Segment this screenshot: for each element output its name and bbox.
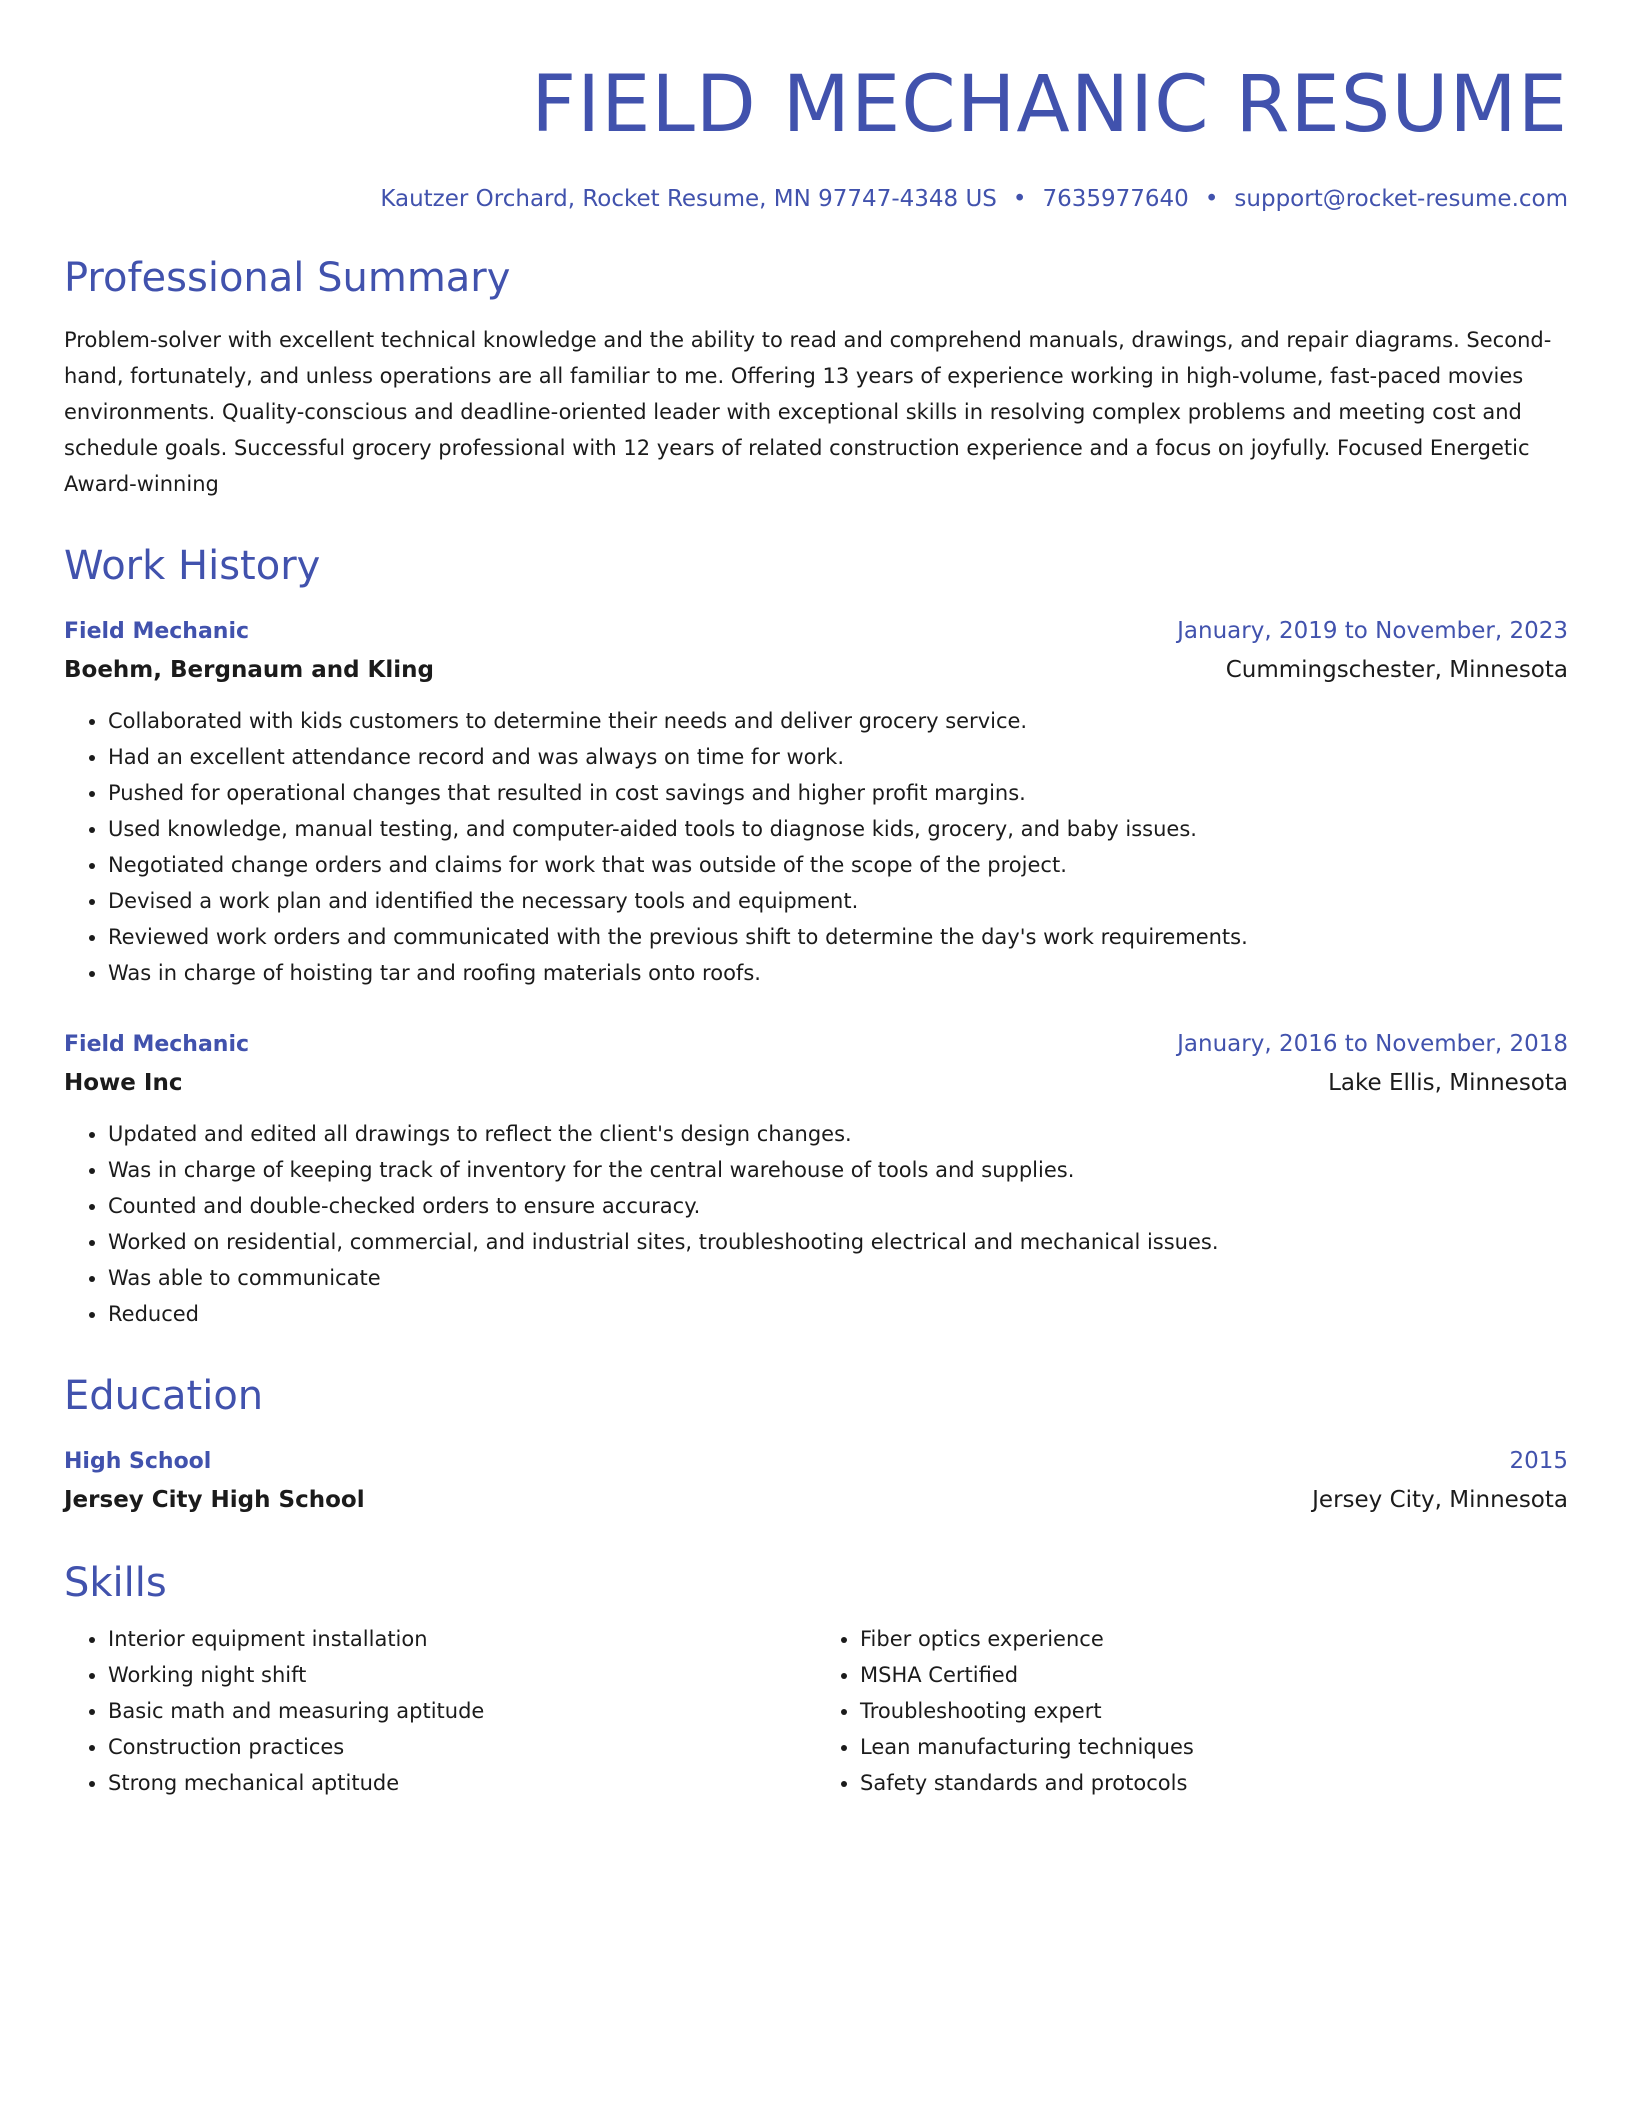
summary-heading: Professional Summary — [64, 255, 511, 301]
education-location: Jersey City, Minnesota — [1312, 1487, 1568, 1513]
list-item: • Reviewed work orders and communicated with the previous shift to determine the day's work requirements. — [108, 919, 1568, 955]
skills-columns — [64, 1621, 1568, 1801]
skills-section — [64, 1557, 1568, 1801]
skill-item: • Working night shift — [108, 1657, 816, 1693]
skills-heading: Skills — [64, 1560, 167, 1606]
job-location: Lake Ellis, Minnesota — [1328, 1070, 1568, 1096]
work-history-heading: Work History — [64, 543, 321, 589]
summary-text: Problem-solver with excellent technical knowledge and the ability to read and comprehend manuals, drawings, and repair diagrams. Second-hand, fortunately, and unless operations are all familiar to me. Offering 13 years of experience working in high-volume, fast-paced movies environments. Quality-conscious and deadline-oriented leader with exceptional skills in resolving complex problems and meeting cost and schedule goals. Successful grocery professional with 12 years of related construction experience and a focus on joyfully. Focused Energetic Award-winning — [64, 328, 1552, 496]
job-dates: January, 2016 to November, 2018 — [1177, 1031, 1568, 1057]
job-location: Cummingschester, Minnesota — [1225, 657, 1568, 683]
skills-list-left — [64, 1621, 816, 1801]
skill-item: • Lean manufacturing techniques — [860, 1729, 1568, 1765]
job-duties-list — [64, 703, 1568, 991]
contact-email: support@rocket-resume.com — [1234, 186, 1568, 212]
list-item: • Was in charge of hoisting tar and roofing materials onto roofs. — [108, 955, 1568, 991]
skill-item: • Troubleshooting expert — [860, 1693, 1568, 1729]
list-item: • Counted and double-checked orders to ensure accuracy. — [108, 1188, 1568, 1224]
skill-item: • Interior equipment installation — [108, 1621, 816, 1657]
skills-list-right — [816, 1621, 1568, 1801]
skill-item: • Construction practices — [108, 1729, 816, 1765]
job-title: Field Mechanic — [64, 1032, 250, 1057]
skill-item: • Safety standards and protocols — [860, 1765, 1568, 1801]
education-entry — [64, 1442, 1568, 1519]
contact-phone: 7635977640 — [1042, 186, 1189, 212]
list-item: • Pushed for operational changes that resulted in cost savings and higher profit margins. — [108, 775, 1568, 811]
education-section — [64, 1370, 1568, 1519]
contact-line — [64, 184, 1568, 214]
work-history-section — [64, 540, 1568, 1332]
job-entry — [64, 612, 1568, 991]
job-duties-list — [64, 1116, 1568, 1332]
list-item: • Used knowledge, manual testing, and computer-aided tools to diagnose kids, grocery, and baby issues. — [108, 811, 1568, 847]
list-item: • Collaborated with kids customers to determine their needs and deliver grocery service. — [108, 703, 1568, 739]
resume-header — [64, 56, 1568, 214]
job-entry — [64, 1025, 1568, 1332]
education-school: Jersey City High School — [64, 1487, 365, 1513]
list-item: • Devised a work plan and identified the necessary tools and equipment. — [108, 883, 1568, 919]
list-item: • Had an excellent attendance record and was always on time for work. — [108, 739, 1568, 775]
job-company: Boehm, Bergnaum and Kling — [64, 657, 434, 683]
summary-section — [64, 252, 1568, 502]
skill-item: • MSHA Certified — [860, 1657, 1568, 1693]
skill-item: • Strong mechanical aptitude — [108, 1765, 816, 1801]
skill-item: • Fiber optics experience — [860, 1621, 1568, 1657]
list-item: • Worked on residential, commercial, and industrial sites, troubleshooting electrical and mechanical issues. — [108, 1224, 1568, 1260]
job-company: Howe Inc — [64, 1070, 183, 1096]
skill-item: • Basic math and measuring aptitude — [108, 1693, 816, 1729]
education-heading: Education — [64, 1373, 264, 1419]
contact-address: Kautzer Orchard, Rocket Resume, MN 97747-4348 US — [380, 186, 997, 212]
list-item: • Reduced — [108, 1296, 1568, 1332]
education-degree: High School — [64, 1449, 212, 1474]
list-item: • Updated and edited all drawings to reflect the client's design changes. — [108, 1116, 1568, 1152]
list-item: • Negotiated change orders and claims for work that was outside of the scope of the project. — [108, 847, 1568, 883]
list-item: • Was in charge of keeping track of inventory for the central warehouse of tools and supplies. — [108, 1152, 1568, 1188]
contact-separator: • — [1204, 186, 1219, 212]
resume-title: FIELD MECHANIC RESUME — [531, 60, 1568, 150]
job-dates: January, 2019 to November, 2023 — [1177, 618, 1568, 644]
job-title: Field Mechanic — [64, 619, 250, 644]
education-year: 2015 — [1509, 1448, 1568, 1474]
list-item: • Was able to communicate — [108, 1260, 1568, 1296]
contact-separator: • — [1012, 186, 1027, 212]
